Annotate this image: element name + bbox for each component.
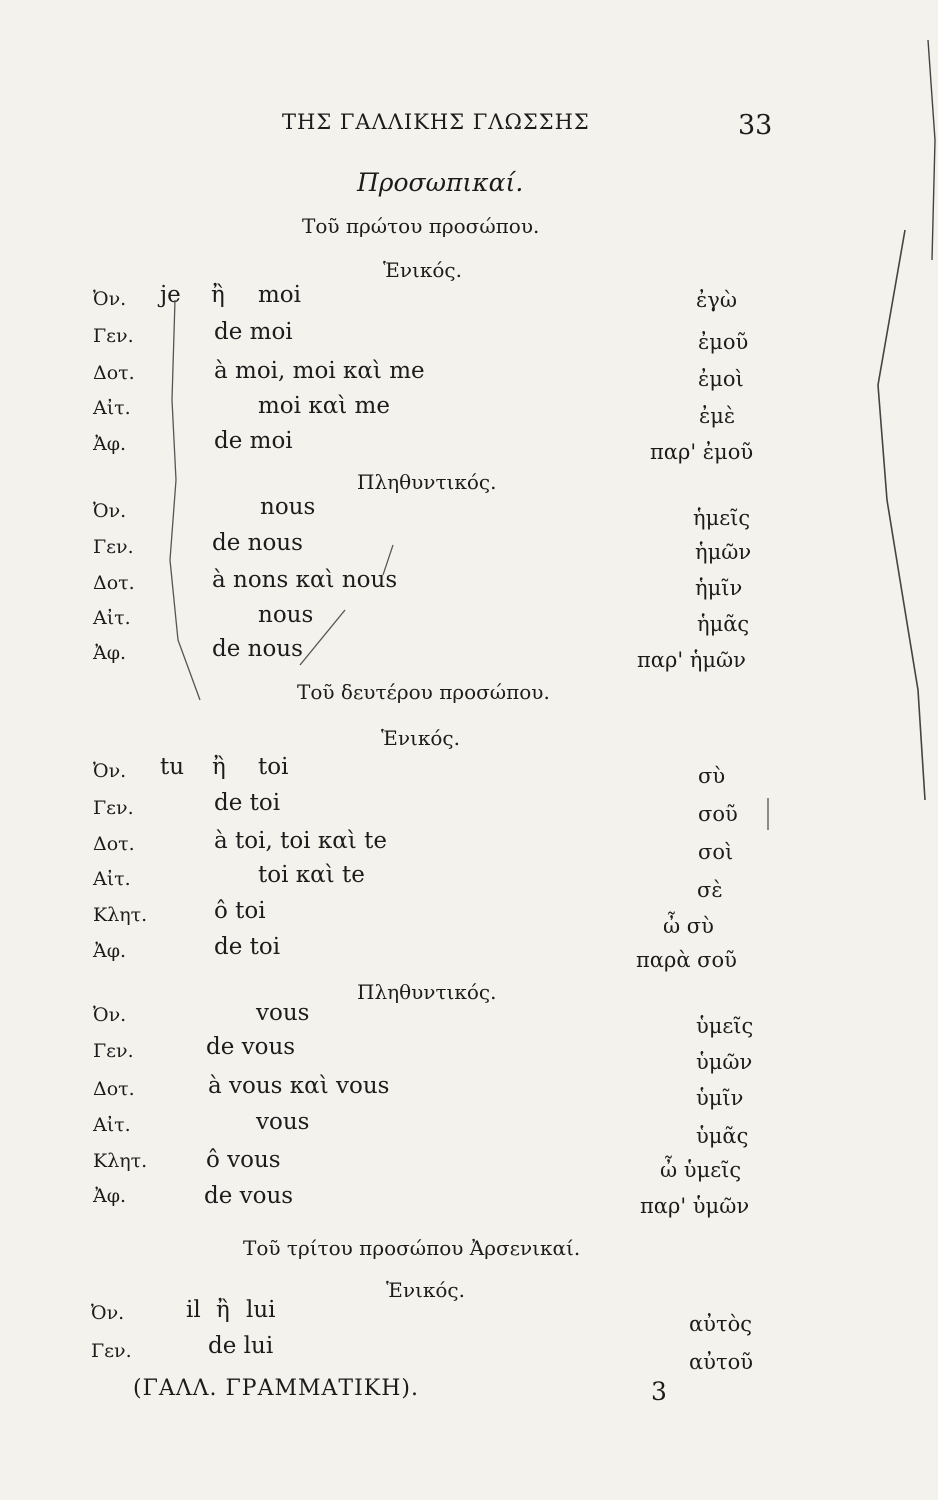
case-label: Αἰτ. bbox=[93, 868, 131, 890]
case-label: Αἰτ. bbox=[93, 607, 131, 629]
case-label: Ἀφ. bbox=[93, 940, 127, 962]
french-form: de vous bbox=[204, 1183, 294, 1209]
greek-form: ἡμᾶς bbox=[697, 612, 750, 636]
greek-form: παρ' ἡμῶν bbox=[637, 648, 746, 672]
case-label: Δοτ. bbox=[93, 362, 135, 384]
running-header: ΤΗΣ ΓΑΛΛΙΚΗΣ ΓΛΩΣΣΗΣ bbox=[282, 110, 590, 134]
french-form: moi bbox=[258, 282, 302, 308]
greek-form: ὑμεῖς bbox=[696, 1014, 754, 1038]
section-title: Προσωπικαί. bbox=[357, 168, 524, 197]
french-form: de moi bbox=[214, 428, 293, 454]
french-form: à moi, moi καὶ me bbox=[214, 358, 425, 384]
french-form: de vous bbox=[206, 1034, 296, 1060]
case-label: Ὀν. bbox=[93, 760, 127, 782]
case-label: Κλητ. bbox=[93, 904, 148, 926]
pronoun-subject: je bbox=[160, 282, 181, 308]
case-label: Αἰτ. bbox=[93, 1114, 131, 1136]
case-label: Ὀν. bbox=[93, 1004, 127, 1026]
french-form: de toi bbox=[214, 934, 281, 960]
number-heading-singular: Ἑνικός. bbox=[386, 1278, 465, 1302]
footer-signature: (ΓΑΛΛ. ΓΡΑΜΜΑΤΙΚΗ). bbox=[133, 1376, 419, 1401]
case-label: Δοτ. bbox=[93, 833, 135, 855]
case-label: Γεν. bbox=[93, 797, 134, 819]
case-label: Ὀν. bbox=[91, 1302, 125, 1324]
french-form: de nous bbox=[212, 530, 303, 556]
case-label: Κλητ. bbox=[93, 1150, 148, 1172]
french-form: lui bbox=[246, 1297, 276, 1323]
greek-form: ἐγὼ bbox=[696, 288, 737, 312]
case-label: Γεν. bbox=[91, 1340, 132, 1362]
greek-form: παρὰ σοῦ bbox=[636, 948, 737, 972]
greek-form: ὦ σὺ bbox=[663, 914, 714, 938]
french-form: moi καὶ me bbox=[258, 393, 390, 419]
greek-form: σοὶ bbox=[698, 840, 734, 864]
greek-form: αὐτοῦ bbox=[689, 1350, 753, 1374]
conjunction: ἢ bbox=[212, 754, 226, 780]
case-label: Ὀν. bbox=[93, 500, 127, 522]
number-heading-singular: Ἑνικός. bbox=[381, 726, 460, 750]
french-form: à toi, toi καὶ te bbox=[214, 828, 387, 854]
greek-form: αὐτὸς bbox=[689, 1312, 752, 1336]
case-label: Γεν. bbox=[93, 1040, 134, 1062]
french-form: de lui bbox=[208, 1333, 274, 1359]
greek-form: ἡμῶν bbox=[695, 540, 752, 564]
french-form: nous bbox=[260, 494, 316, 520]
case-label: Γεν. bbox=[93, 325, 134, 347]
greek-form: παρ' ἐμοῦ bbox=[650, 440, 754, 464]
case-label: Γεν. bbox=[93, 536, 134, 558]
french-form: de nous bbox=[212, 636, 303, 662]
case-label: Ἀφ. bbox=[93, 642, 127, 664]
french-form: vous bbox=[256, 1109, 310, 1135]
french-form: toi bbox=[258, 754, 289, 780]
french-form: à nons καὶ nous bbox=[212, 567, 398, 593]
conjunction: ἢ bbox=[216, 1297, 230, 1323]
french-form: à vous καὶ vous bbox=[208, 1073, 390, 1099]
conjunction: ἢ bbox=[211, 282, 225, 308]
greek-form: ὑμῖν bbox=[696, 1086, 744, 1110]
greek-form: ὑμῶν bbox=[696, 1050, 753, 1074]
pronoun-subject: il bbox=[186, 1297, 201, 1323]
case-label: Αἰτ. bbox=[93, 397, 131, 419]
greek-form: σοῦ bbox=[698, 802, 738, 826]
french-form: ô vous bbox=[206, 1147, 281, 1173]
number-heading-plural: Πληθυντικός. bbox=[357, 470, 497, 494]
greek-form: ἡμεῖς bbox=[693, 506, 751, 530]
section-heading-first-person: Τοῦ πρώτου προσώπου. bbox=[302, 214, 540, 238]
greek-form: παρ' ὑμῶν bbox=[640, 1194, 750, 1218]
french-form: nous bbox=[258, 602, 314, 628]
page-number: 33 bbox=[738, 110, 773, 141]
signature-number: 3 bbox=[651, 1377, 667, 1406]
french-form: toi καὶ te bbox=[258, 862, 365, 888]
greek-form: σὺ bbox=[698, 764, 726, 788]
greek-form: ὑμᾶς bbox=[696, 1124, 749, 1148]
pronoun-subject: tu bbox=[160, 754, 185, 780]
number-heading-plural: Πληθυντικός. bbox=[357, 980, 497, 1004]
french-form: de moi bbox=[214, 319, 293, 345]
case-label: Ὀν. bbox=[93, 288, 127, 310]
french-form: de toi bbox=[214, 790, 281, 816]
greek-form: ἐμὲ bbox=[699, 404, 736, 428]
greek-form: ἐμοῦ bbox=[698, 330, 749, 354]
greek-form: ὦ ὑμεῖς bbox=[660, 1158, 742, 1182]
section-heading-third-person: Τοῦ τρίτου προσώπου Ἀρσενικαί. bbox=[243, 1236, 581, 1260]
french-form: ô toi bbox=[214, 898, 266, 924]
greek-form: ἐμοὶ bbox=[698, 367, 744, 391]
greek-form: σὲ bbox=[697, 878, 723, 902]
number-heading-singular: Ἑνικός. bbox=[383, 258, 462, 282]
greek-form: ἡμῖν bbox=[695, 576, 743, 600]
case-label: Ἀφ. bbox=[93, 1185, 127, 1207]
french-form: vous bbox=[256, 1000, 310, 1026]
case-label: Ἀφ. bbox=[93, 433, 127, 455]
case-label: Δοτ. bbox=[93, 572, 135, 594]
section-heading-second-person: Τοῦ δευτέρου προσώπου. bbox=[297, 680, 550, 704]
case-label: Δοτ. bbox=[93, 1078, 135, 1100]
